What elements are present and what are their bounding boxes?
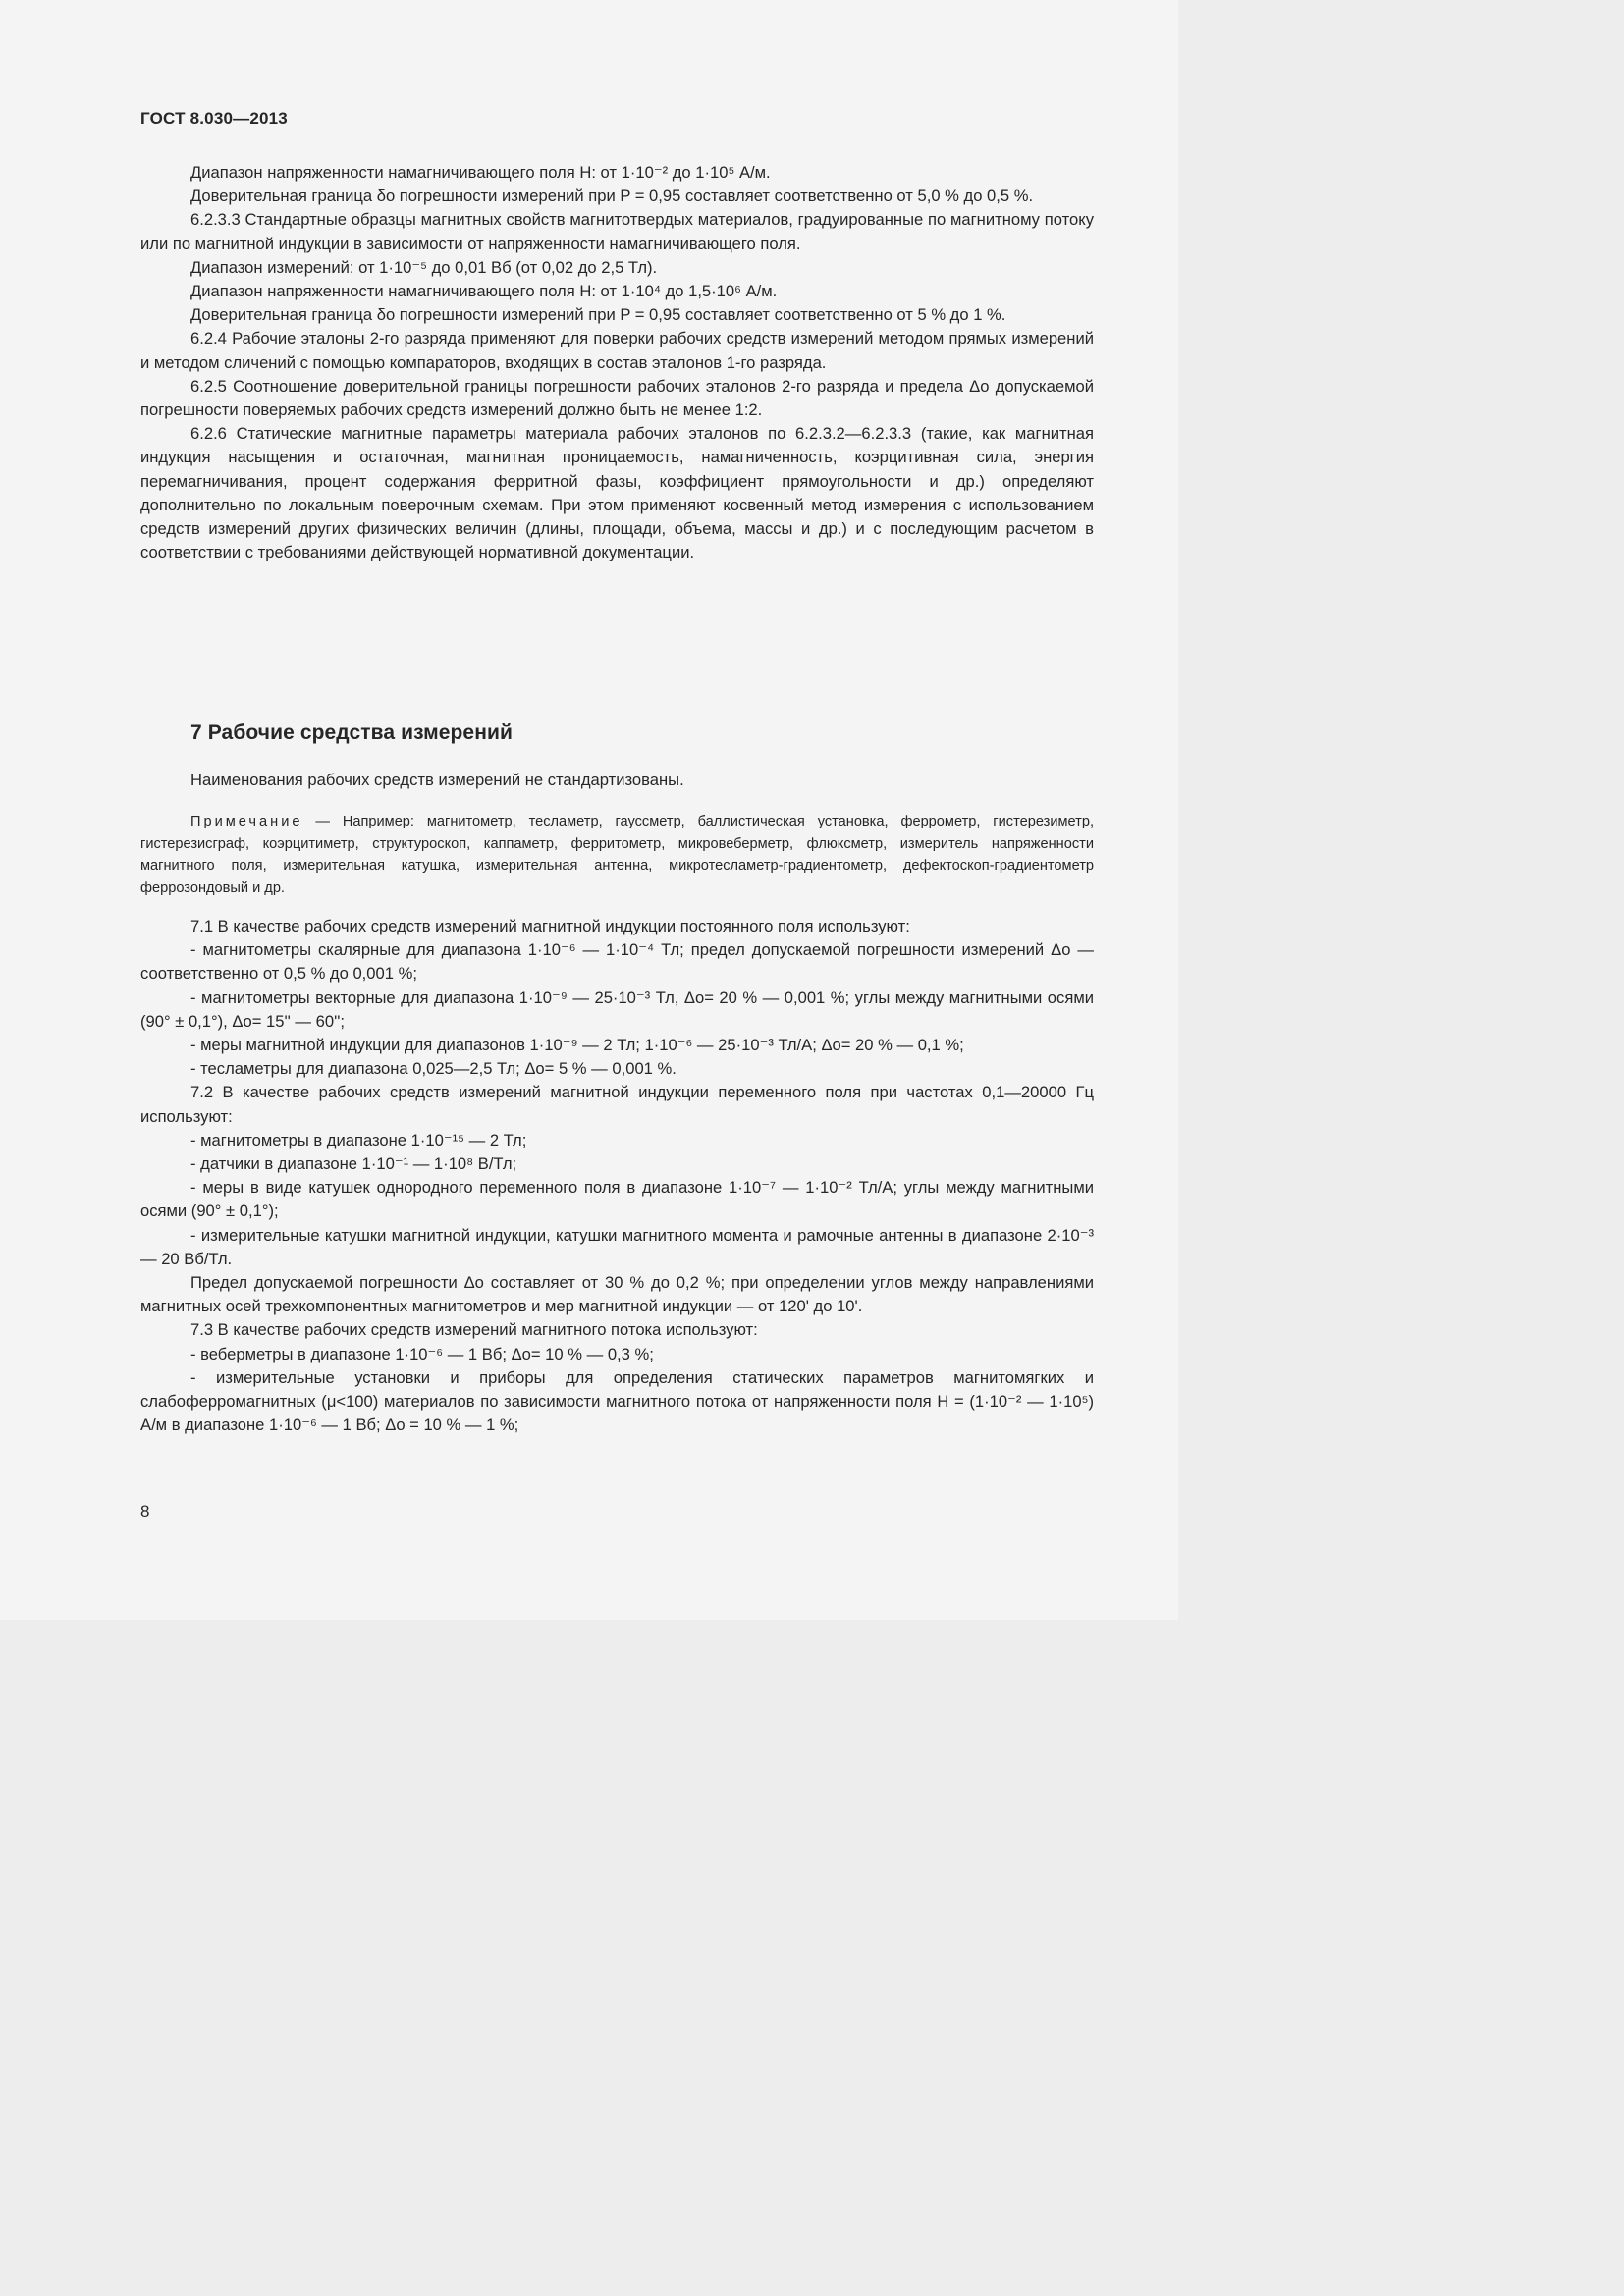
paragraph: 7.2 В качестве рабочих средств измерений магнитной индукции переменного поля при частотах 0,1—20000 Гц используют: [140,1083,1094,1126]
paragraph: Диапазон напряженности намагничивающего поля H: от 1·10⁴ до 1,5·10⁶ А/м. [190,282,778,301]
paragraph: Диапазон измерений: от 1·10⁻⁵ до 0,01 Вб (от 0,02 до 2,5 Тл). [190,257,658,277]
body-text-top [140,161,1094,564]
paragraph: 7.1 В качестве рабочих средств измерений магнитной индукции постоянного поля используют: [190,917,910,935]
list-item: - магнитометры векторные для диапазона 1·10⁻⁹ — 25·10⁻³ Тл, Δо= 20 % — 0,001 %; углы между магнитными осями (90° ± 0,1°), Δо= 15'' — 60''; [140,988,1094,1031]
paragraph: Доверительная граница δо погрешности измерений при P = 0,95 составляет соответственно от 5 % до 1 %. [190,305,1006,325]
list-item: - измерительные установки и приборы для определения статических параметров магнитомягких и слабоферромагнитных (μ<100) материалов по зависимости магнитного потока от напряженности поля H = (1·10⁻² — 1·10⁵) А/м в диапазоне 1·10⁻⁶ — 1 Вб; Δо = 10 % — 1 %; [140,1367,1094,1435]
list-item: - датчики в диапазоне 1·10⁻¹ — 1·10⁸ В/Тл; [190,1154,517,1174]
list-item: - веберметры в диапазоне 1·10⁻⁶ — 1 Вб; Δо= 10 % — 0,3 %; [190,1344,654,1363]
list-item: - измерительные катушки магнитной индукции, катушки магнитного момента и рамочные антенны в диапазоне 2·10⁻³ — 20 Вб/Тл. [140,1225,1094,1268]
paragraph: 6.2.4 Рабочие эталоны 2-го разряда применяют для поверки рабочих средств измерений методом прямых измерений и методом сличений с помощью компараторов, входящих в состав эталонов 1-го разряда. [140,329,1094,372]
list-item: - тесламетры для диапазона 0,025—2,5 Тл; Δо= 5 % — 0,001 %. [190,1059,677,1079]
list-item: - меры в виде катушек однородного переменного поля в диапазоне 1·10⁻⁷ — 1·10⁻² Тл/А; углы между магнитными осями (90° ± 0,1°); [140,1178,1094,1221]
paragraph: 6.2.6 Статические магнитные параметры материала рабочих эталонов по 6.2.3.2—6.2.3.3 (такие, как магнитная индукция насыщения и остаточная, магнитная проницаемость, намагниченность, коэрцитивная сила, энергия перемагничивания, процент содержания ферритной фазы, коэффициент прямоугольности и др.) определяют дополнительно по локальным поверочным схемам. При этом применяют косвенный метод измерения с использованием средств измерений других физических величин (длины, площади, объема, массы и др.) и с последующим расчетом в соответствии с требованиями действующей нормативной документации. [140,424,1094,562]
section-intro: Наименования рабочих средств измерений не стандартизованы. [190,771,684,789]
paragraph: 7.3 В качестве рабочих средств измерений магнитного потока используют: [190,1320,758,1340]
page-number: 8 [140,1502,150,1521]
paragraph: Диапазон напряженности намагничивающего поля H: от 1·10⁻² до 1·10⁵ А/м. [190,163,771,182]
list-item: - меры магнитной индукции для диапазонов 1·10⁻⁹ — 2 Тл; 1·10⁻⁶ — 25·10⁻³ Тл/А; Δо= 20 % — 0,1 %; [190,1036,964,1055]
paragraph: Доверительная граница δо погрешности измерений при P = 0,95 составляет соответственно от 5,0 % до 0,5 %. [190,187,1034,206]
list-item: - магнитометры в диапазоне 1·10⁻¹⁵ — 2 Тл; [190,1130,527,1149]
section-title: 7 Рабочие средства измерений [190,721,514,744]
note-block [140,811,1094,899]
note-paragraph [140,811,1094,899]
document-code-header: ГОСТ 8.030—2013 [140,109,288,128]
note-text: — Например: магнитометр, тесламетр, гауссметр, баллистическая установка, феррометр, гистерезиметр, гистерезисграф, коэрцитиметр, структуроскоп, каппаметр, ферритометр, микровеберметр, флюксметр, измеритель напряженности магнитного поля, измерительная катушка, измерительная антенна, микротесламетр-градиентометр, дефектоскоп-градиентометр феррозондовый и др. [140,814,1094,896]
list-item: - магнитометры скалярные для диапазона 1·10⁻⁶ — 1·10⁻⁴ Тл; предел допускаемой погрешности измерений Δо — соответственно от 0,5 % до 0,001 %; [140,940,1094,984]
paragraph: Предел допускаемой погрешности Δо составляет от 30 % до 0,2 %; при определении углов между направлениями магнитных осей трехкомпонентных магнитометров и мер магнитной индукции — от 120' до 10'. [140,1273,1094,1316]
paragraph: 6.2.3.3 Стандартные образцы магнитных свойств магнитотвердых материалов, градуированные по магнитному потоку или по магнитной индукции в зависимости от напряженности намагничивающего поля. [140,210,1094,253]
note-label: Примечание [190,814,303,829]
body-text-bottom [140,915,1094,1437]
paragraph: 6.2.5 Соотношение доверительной границы погрешности рабочих эталонов 2-го разряда и предела Δо допускаемой погрешности поверяемых рабочих средств измерений должно быть не менее 1:2. [140,376,1094,420]
